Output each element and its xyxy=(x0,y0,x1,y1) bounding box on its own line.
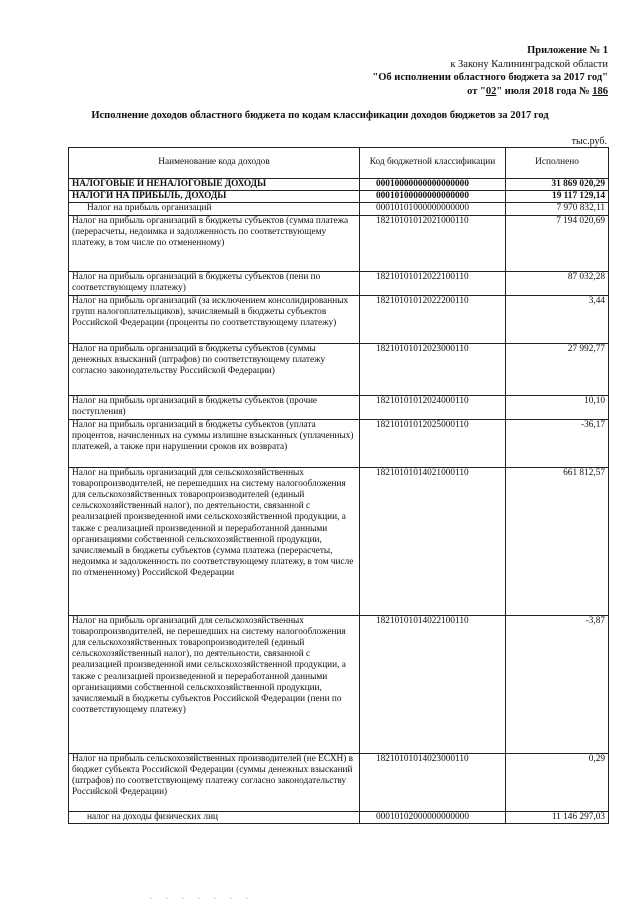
table-row xyxy=(69,271,609,295)
value-cell: 31 869 020,29 xyxy=(506,179,609,191)
units-label: тыс.руб. xyxy=(571,136,607,147)
value-cell: 7 194 020,69 xyxy=(506,215,609,271)
name-cell: Налог на прибыль организаций xyxy=(69,203,360,215)
code-cell: 18210101014021000110 xyxy=(360,467,506,615)
code-cell: 18210101012022100110 xyxy=(360,271,506,295)
code-cell: 18210101012022200110 xyxy=(360,295,506,343)
table-row xyxy=(69,811,609,823)
value-cell: 10,10 xyxy=(506,395,609,419)
code-cell: 00010100000000000000 xyxy=(360,191,506,203)
table-row xyxy=(69,395,609,419)
name-cell: Налог на прибыль организаций в бюджеты субъектов (прочие поступления) xyxy=(69,395,360,419)
law-label: к Закону Калининградской области xyxy=(450,58,608,70)
name-cell: Налог на прибыль организаций в бюджеты субъектов (уплата процентов, начисленных на суммы излишне взысканных (уплаченных) платежей, а также при нарушении сроков их возврата) xyxy=(69,419,360,467)
name-cell: Налог на прибыль организаций в бюджеты субъектов (суммы денежных взысканий (штрафов) по соответствующему платежу согласно законодательству Российской Федерации) xyxy=(69,343,360,395)
code-cell: 18210101014023000110 xyxy=(360,753,506,811)
value-cell: -36,17 xyxy=(506,419,609,467)
document-header xyxy=(372,44,608,98)
name-cell: Налог на прибыль организаций для сельскохозяйственных товаропроизводителей, не перешедших на систему налогообложения для сельскохозяйственных товаропроизводителей (единый сельскохозяйственный налог), по деятельности, связанной с реализацией произведенной ими сельскохозяйственной продукции, а также с реализацией произведенной и переработанной данными организациями собственной сельскохозяйственной продукции, зачисляемый в бюджеты субъектов (сумма платежа (перерасчеты, недоимка и задолженность по соответствующему платежу, в том числе по отмененному) Российской Федерации xyxy=(69,467,360,615)
column-header-name: Наименование кода доходов xyxy=(69,148,360,179)
name-cell: Налог на прибыль организаций для сельскохозяйственных товаропроизводителей, не перешедших на систему налогообложения для сельскохозяйственных товаропроизводителей (единый сельскохозяйственный налог), по деятельности, связанной с реализацией произведенной ими сельскохозяйственной продукции, а также с реализацией произведенной и переработанной данными организациями собственной сельскохозяйственной продукции, зачисляемый в бюджеты субъектов Российской Федерации (пени по соответствующему платежу) xyxy=(69,615,360,753)
table-row xyxy=(69,615,609,753)
value-cell: 27 992,77 xyxy=(506,343,609,395)
value-cell: 87 032,28 xyxy=(506,271,609,295)
name-cell: НАЛОГИ НА ПРИБЫЛЬ, ДОХОДЫ xyxy=(69,191,360,203)
law-title: "Об исполнении областного бюджета за 2017 год" xyxy=(372,72,608,83)
name-cell: Налог на прибыль организаций в бюджеты субъектов (сумма платежа (перерасчеты, недоимка и задолженность по соответствующему платежу, в том числе по отмененному) xyxy=(69,215,360,271)
column-header-value: Исполнено xyxy=(506,148,609,179)
value-cell: 3,44 xyxy=(506,295,609,343)
table-row xyxy=(69,419,609,467)
code-cell: 18210101012024000110 xyxy=(360,395,506,419)
code-cell: 18210101014022100110 xyxy=(360,615,506,753)
table-row xyxy=(69,295,609,343)
name-cell: налог на доходы физических лиц xyxy=(69,811,360,823)
column-header-code: Код бюджетной классификации xyxy=(360,148,506,179)
table-row xyxy=(69,753,609,811)
table-row xyxy=(69,179,609,191)
value-cell: -3,87 xyxy=(506,615,609,753)
code-cell: 00010101000000000000 xyxy=(360,203,506,215)
page-title: Исполнение доходов областного бюджета по кодам классификации доходов бюджетов за 2017 год xyxy=(91,110,549,121)
value-cell: 11 146 297,03 xyxy=(506,811,609,823)
name-cell: НАЛОГОВЫЕ И НЕНАЛОГОВЫЕ ДОХОДЫ xyxy=(69,179,360,191)
revenue-table xyxy=(68,147,609,824)
table-row xyxy=(69,467,609,615)
value-cell: 0,29 xyxy=(506,753,609,811)
table-header-row xyxy=(69,148,609,179)
value-cell: 661 812,57 xyxy=(506,467,609,615)
code-cell: 18210101012023000110 xyxy=(360,343,506,395)
appendix-label: Приложение № 1 xyxy=(527,45,608,56)
table-row xyxy=(69,343,609,395)
table-row xyxy=(69,191,609,203)
table-body xyxy=(69,179,609,824)
code-cell: 18210101012025000110 xyxy=(360,419,506,467)
code-cell: 18210101012021000110 xyxy=(360,215,506,271)
value-cell: 19 117 129,14 xyxy=(506,191,609,203)
name-cell: Налог на прибыль организаций в бюджеты субъектов (пени по соответствующему платежу) xyxy=(69,271,360,295)
table-row xyxy=(69,215,609,271)
name-cell: Налог на прибыль организаций (за исключением консолидированных групп налогоплательщиков), зачисляемый в бюджеты субъектов Российской Федерации (проценты по соответствующему платежу) xyxy=(69,295,360,343)
code-cell: 00010000000000000000 xyxy=(360,179,506,191)
value-cell: 7 970 832,11 xyxy=(506,203,609,215)
table-row xyxy=(69,203,609,215)
code-cell: 00010102000000000000 xyxy=(360,811,506,823)
page-edge-dots: . . . . . . . xyxy=(150,892,254,901)
name-cell: Налог на прибыль сельскохозяйственных производителей (не ЕСХН) в бюджет субъекта Российской Федерации (суммы денежных взысканий (штрафов) по соответствующему платежу согласно законодательству Российской Федерации) xyxy=(69,753,360,811)
law-date: от "02" июля 2018 года № 186 xyxy=(467,85,608,97)
